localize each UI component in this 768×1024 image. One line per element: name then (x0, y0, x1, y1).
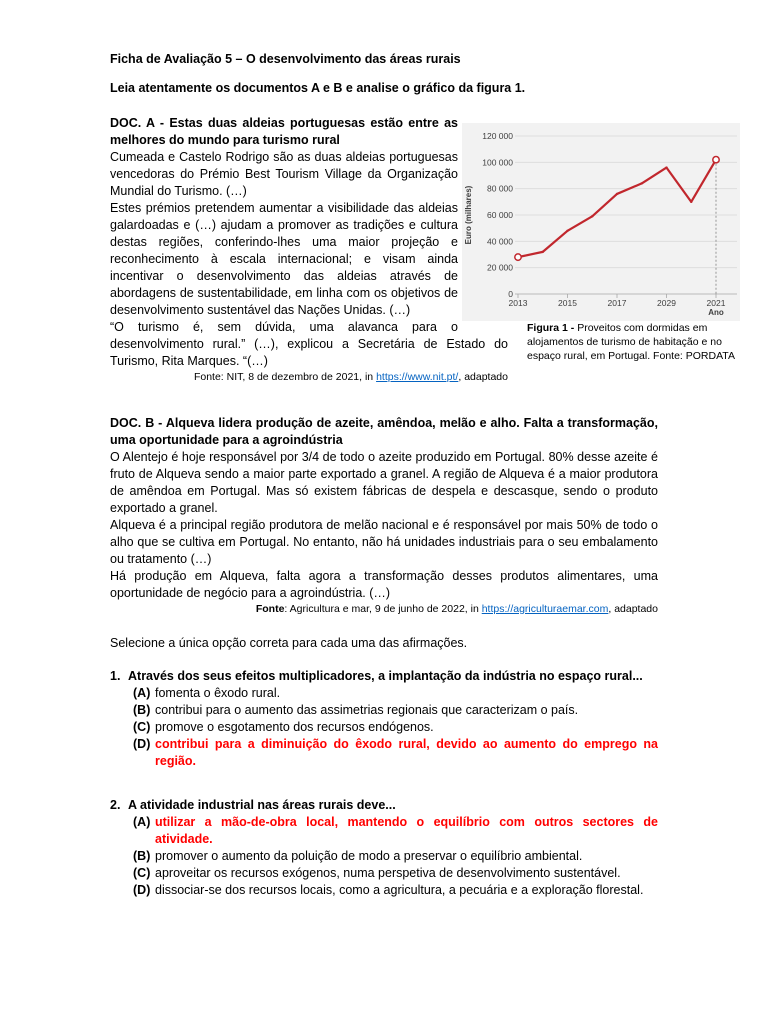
y-tick-label: 20 000 (487, 262, 513, 273)
figure-1 (458, 115, 740, 321)
document-b-paragraph-2: Alqueva é a principal região produtora de melão nacional e é responsável por mais 50% de todo o alho que se cultiva em Portugal. No entanto, não há unidades industriais para o seu embalamento ou tratamento (…) (110, 518, 658, 566)
data-point-2014 (542, 251, 544, 253)
option-text: utilizar a mão-de-obra local, mantendo o equilíbrio com outros sectores de atividade. (155, 815, 658, 846)
question-stem: A atividade industrial nas áreas rurais deve... (128, 798, 396, 812)
option-text: dissociar-se dos recursos locais, como a agricultura, a pecuária e a exploração florestal. (155, 883, 644, 897)
option-text: fomenta o êxodo rural. (155, 686, 281, 700)
question-stem-row (110, 797, 658, 814)
document-a-paragraph-3: “O turismo é, sem dúvida, uma alavanca para o desenvolvimento rural.” (…), explicou a Secretária de Estado do Turismo, Rita Marques. “(…) (110, 320, 508, 368)
question-1-option-c[interactable] (133, 719, 658, 736)
option-letter: (A) (133, 815, 151, 829)
x-tick-label: 2017 (607, 298, 627, 308)
option-letter: (C) (133, 866, 151, 880)
option-text: contribui para a diminuição do êxodo rural, devido ao aumento do emprego na região. (155, 737, 658, 768)
x-tick-label: 2015 (558, 298, 577, 308)
question-2-option-d[interactable] (133, 882, 658, 899)
option-text: contribui para o aumento das assimetrias regionais que caracterizam o país. (155, 703, 579, 717)
data-point-2013 (515, 254, 521, 260)
question-2-option-a[interactable] (133, 814, 658, 848)
figure-1-caption (508, 321, 740, 363)
source-text: : Agricultura e mar, 9 de junho de 2022, in (284, 603, 479, 615)
option-letter: (D) (133, 737, 151, 751)
select-instruction: Selecione a única opção correta para cada uma das afirmações. (110, 636, 468, 650)
document-a-paragraph-2: Estes prémios pretendem aumentar a visibilidade das aldeias galardoadas e (…) ajudam a promover as tradições e cultura destas regiões, conferindo-lhes uma maior projeção e reconhecimento à escala internacional; e visam ainda incentivar o desenvolvimento das aldeias através de abordagens de sustentabilidade, em linha com os objetivos de desenvolvimento sustentável das Nações Unidas. (…) (110, 201, 458, 317)
reading-instruction: Leia atentamente os documentos A e B e analise o gráfico da figura 1. (110, 81, 526, 95)
document-b-paragraph-3: Há produção em Alqueva, falta agora a transformação desses produtos alimentares, uma oportunidade de negócio para a agroindústria. (…) (110, 569, 658, 600)
y-tick-label: 40 000 (487, 236, 513, 247)
option-letter: (A) (133, 686, 151, 700)
figure-label: Figura 1 - (527, 322, 575, 334)
document-a (110, 115, 740, 385)
question-1-option-d[interactable] (133, 736, 658, 770)
document-a-source (110, 370, 508, 385)
x-tick-label: 2029 (657, 298, 676, 308)
data-point-2021 (713, 157, 719, 163)
data-point-2015 (566, 230, 568, 232)
data-point-2020 (690, 201, 692, 203)
question-2-option-b[interactable] (133, 848, 658, 865)
option-letter: (B) (133, 849, 151, 863)
x-tick-label: 2013 (508, 298, 528, 308)
data-point-2017 (616, 193, 618, 195)
document-b-source (110, 602, 658, 617)
data-point-2016 (591, 215, 593, 217)
question-number: 1. (110, 669, 121, 683)
chart-background (462, 123, 740, 321)
worksheet-page (110, 51, 740, 899)
option-text: promover o aumento da poluição de modo a preservar o equilíbrio ambiental. (155, 849, 583, 863)
figure-caption-text: Proveitos com dormidas em alojamentos de turismo de habitação e no espaço rural, em Portugal. Fonte: PORDATA (527, 322, 735, 362)
source-link[interactable]: https://agriculturaemar.com (481, 603, 609, 615)
source-link[interactable]: https://www.nit.pt/ (376, 371, 459, 383)
question-2 (110, 797, 658, 899)
question-1-option-b[interactable] (133, 702, 658, 719)
source-text: Fonte: NIT, 8 de dezembro de 2021, in (193, 371, 374, 383)
y-tick-label: 100 000 (482, 157, 513, 168)
option-letter: (C) (133, 720, 151, 734)
figure-1-line-chart (458, 115, 740, 321)
source-suffix: , adaptado (458, 371, 508, 383)
page-title: Ficha de Avaliação 5 – O desenvolvimento das áreas rurais (110, 52, 461, 66)
source-suffix: , adaptado (608, 603, 658, 615)
question-stem-row (110, 668, 658, 685)
y-axis-label: Euro (milhares) (464, 185, 473, 245)
document-a-paragraph-1: Cumeada e Castelo Rodrigo são as duas aldeias portuguesas vencedoras do Prémio Best Tourism Village da Organização Mundial do Turismo. (…) (110, 150, 458, 198)
document-b (110, 415, 658, 617)
question-number: 2. (110, 798, 121, 812)
option-letter: (B) (133, 703, 151, 717)
question-2-option-c[interactable] (133, 865, 658, 882)
y-tick-label: 60 000 (487, 210, 513, 220)
y-tick-label: 0 (508, 289, 513, 299)
option-text: aproveitar os recursos exógenos, numa perspetiva de desenvolvimento sustentável. (155, 866, 621, 880)
y-tick-label: 80 000 (487, 183, 513, 194)
question-1-option-a[interactable] (133, 685, 658, 702)
option-letter: (D) (133, 883, 151, 897)
document-b-heading: DOC. B - Alqueva lidera produção de azeite, amêndoa, melão e alho. Falta a transformação, uma oportunidade para a agroindústria (110, 416, 658, 447)
data-point-2018 (641, 182, 643, 184)
question-1 (110, 668, 658, 770)
question-stem: Através dos seus efeitos multiplicadores, a implantação da indústria no espaço rural... (128, 669, 643, 683)
y-tick-label: 120 000 (482, 131, 513, 141)
x-tick-label: 2021 (706, 298, 726, 308)
source-label: Fonte (255, 603, 285, 615)
document-a-heading: DOC. A - Estas duas aldeias portuguesas estão entre as melhores do mundo para turismo rural (110, 116, 458, 147)
x-axis-label: Ano (708, 308, 724, 317)
data-point-2019 (665, 166, 667, 168)
option-text: promove o esgotamento dos recursos endógenos. (155, 720, 434, 734)
document-b-paragraph-1: O Alentejo é hoje responsável por 3/4 de todo o azeite produzido em Portugal. 80% desse azeite é fruto de Alqueva sendo a maior parte exportado a granel. A região de Alqueva é a maior produtora de amêndoa em Portugal. Mas só existem fábricas de despela e descasque, sendo o produto exportado a granel. (110, 450, 658, 515)
